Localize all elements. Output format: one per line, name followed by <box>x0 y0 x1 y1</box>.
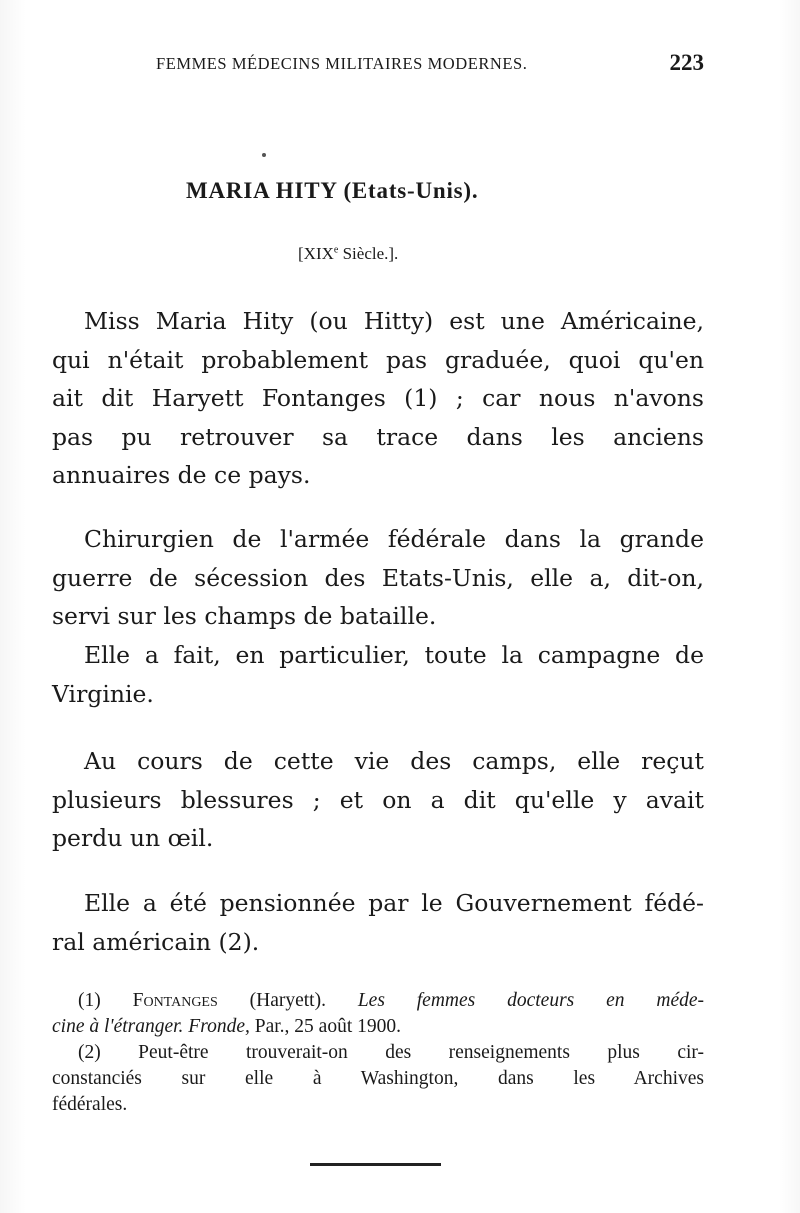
paragraph-5 <box>52 884 704 961</box>
text-line: servi sur les champs de bataille. <box>52 602 437 630</box>
footnote-1-marker: (1) <box>78 990 101 1011</box>
text-line: Virginie. <box>52 679 154 708</box>
text-line: Elle a fait, en particulier, toute la campagne de <box>84 641 704 669</box>
paragraph-1 <box>52 302 704 495</box>
ink-dot <box>262 153 266 157</box>
paragraph-4 <box>52 742 704 858</box>
paragraph-3 <box>52 636 704 713</box>
text-line: ait dit Haryett Fontanges (1) ; car nous n'avons <box>52 384 704 412</box>
footnote-1-line-2 <box>52 1014 704 1040</box>
text-line: perdu un œil. <box>52 824 214 852</box>
page-number: 223 <box>669 50 704 75</box>
footnote-1-title-part-2: cine à l'étranger. Fronde, <box>52 1016 250 1037</box>
footnote-1-rest: Par., 25 août 1900. <box>249 1016 401 1037</box>
century-prefix: [XIX <box>298 244 334 263</box>
footnote-1-title-part-1: Les femmes docteurs en méde- <box>357 990 705 1011</box>
footnote-2-line-1: (2) Peut-être trouverait-on des renseignements plus cir- <box>78 1042 704 1063</box>
footnote-2-line-3: fédérales. <box>52 1094 128 1115</box>
footnote-1-author: Fontanges <box>132 990 218 1011</box>
century-subtitle <box>298 244 398 264</box>
text-line: Elle a été pensionnée par le Gouvernement fédé- <box>84 889 704 917</box>
running-title: FEMMES MÉDECINS MILITAIRES MODERNES. <box>156 54 528 73</box>
text-line: ral américain (2). <box>52 927 260 956</box>
text-line: qui n'était probablement pas graduée, quoi qu'en <box>52 345 704 374</box>
text-line: Miss Maria Hity (ou Hitty) est une Américaine, <box>84 307 704 335</box>
footnote-1-line-1 <box>52 988 704 1014</box>
text-line: annuaires de ce pays. <box>52 461 311 489</box>
footer-rule <box>310 1163 441 1166</box>
century-superscript: e <box>333 244 339 256</box>
text-line: plusieurs blessures ; et on a dit qu'elle y avait <box>52 785 704 814</box>
text-line: Au cours de cette vie des camps, elle reçut <box>84 747 704 775</box>
footnote-2-line-2: constanciés sur elle à Washington, dans les Archives <box>52 1068 704 1089</box>
footnote-1-author-rest: (Haryett). <box>217 990 358 1011</box>
section-title: MARIA HITY (Etats-Unis). <box>186 178 479 203</box>
text-line: pas pu retrouver sa trace dans les anciens <box>52 422 704 451</box>
footnotes <box>52 988 704 1118</box>
century-suffix: Siècle.]. <box>338 244 399 263</box>
text-line: guerre de sécession des Etats-Unis, elle a, dit-on, <box>52 563 704 592</box>
paragraph-2 <box>52 520 704 636</box>
running-head <box>156 50 704 78</box>
text-line: Chirurgien de l'armée fédérale dans la grande <box>84 525 704 553</box>
